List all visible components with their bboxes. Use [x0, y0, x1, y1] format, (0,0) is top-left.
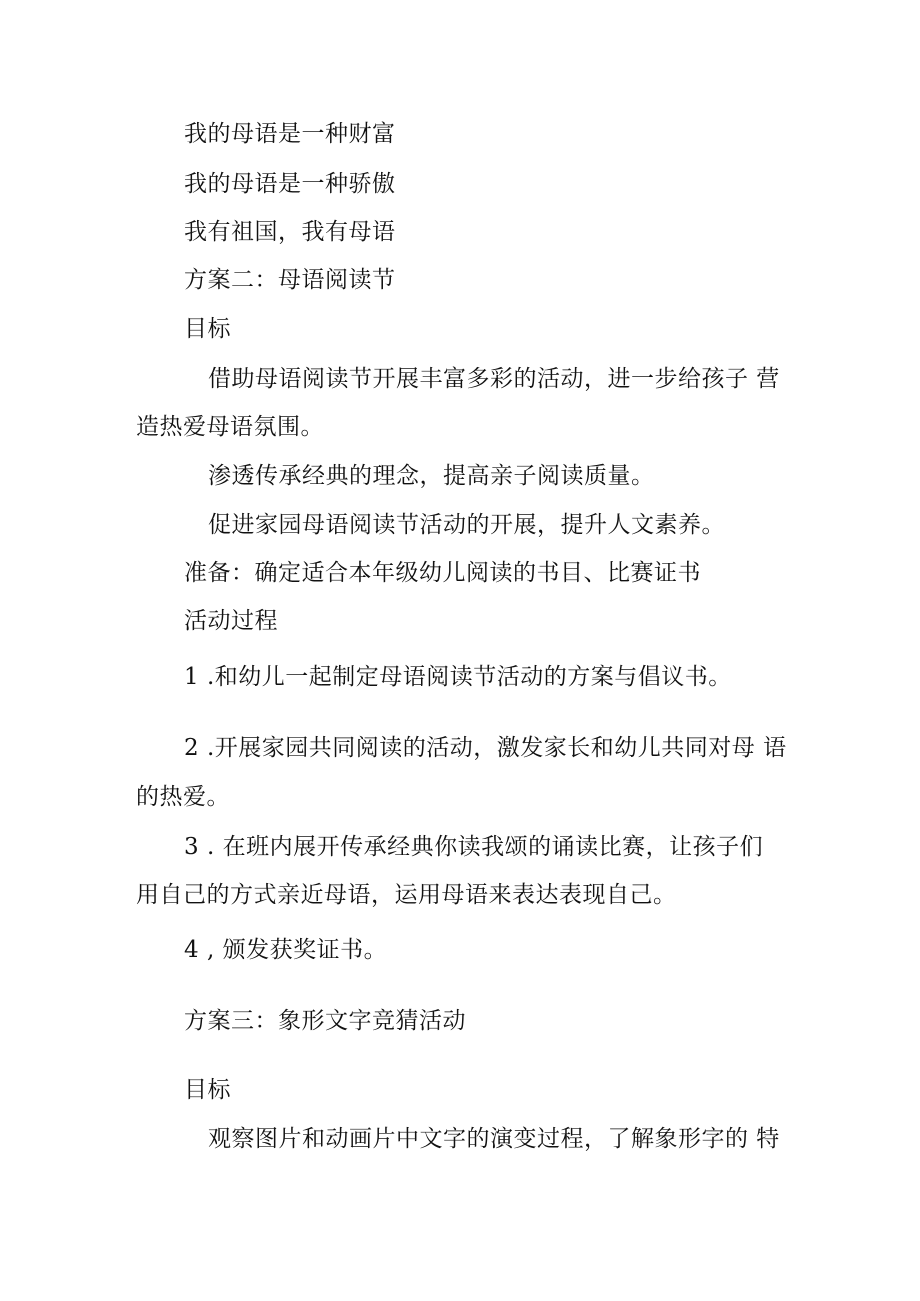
section-heading-plan-3: 方案三：象形文字竞猜活动: [184, 1008, 466, 1034]
poem-line-2: 我的母语是一种骄傲: [184, 171, 396, 197]
preparation-line: 准备：确定适合本年级幼儿阅读的书目、比赛证书: [184, 560, 701, 586]
process-step-2-line-2: 的热爱。: [136, 784, 230, 810]
process-step-1: 1 .和幼儿一起制定母语阅读节活动的方案与倡议书。: [184, 664, 732, 690]
process-step-2-line-1: 2 .开展家园共同阅读的活动，激发家长和幼儿共同对母 语: [184, 735, 787, 761]
process-heading: 活动过程: [184, 608, 278, 634]
goal-paragraph-1-line-2: 造热爱母语氛围。: [136, 414, 324, 440]
process-step-4: 4 , 颁发获奖证书。: [184, 937, 388, 963]
goal-3-paragraph-line-1: 观察图片和动画片中文字的演变过程，了解象形字的 特: [208, 1126, 780, 1152]
goal-paragraph-3: 促进家园母语阅读节活动的开展，提升人文素养。: [208, 512, 725, 538]
process-step-3-line-1: 3 . 在班内展开传承经典你读我颂的诵读比赛，让孩子们: [184, 834, 764, 860]
goal-heading: 目标: [184, 316, 231, 342]
section-heading-plan-2: 方案二：母语阅读节: [184, 267, 396, 293]
poem-line-3: 我有祖国，我有母语: [184, 219, 396, 245]
goal-paragraph-2: 渗透传承经典的理念，提高亲子阅读质量。: [208, 463, 655, 489]
goal-paragraph-1-line-1: 借助母语阅读节开展丰富多彩的活动，进一步给孩子 营: [208, 366, 780, 392]
goal-heading-2: 目标: [184, 1077, 231, 1103]
poem-line-1: 我的母语是一种财富: [184, 121, 396, 147]
process-step-3-line-2: 用自己的方式亲近母语，运用母语来表达表现自己。: [136, 882, 677, 908]
